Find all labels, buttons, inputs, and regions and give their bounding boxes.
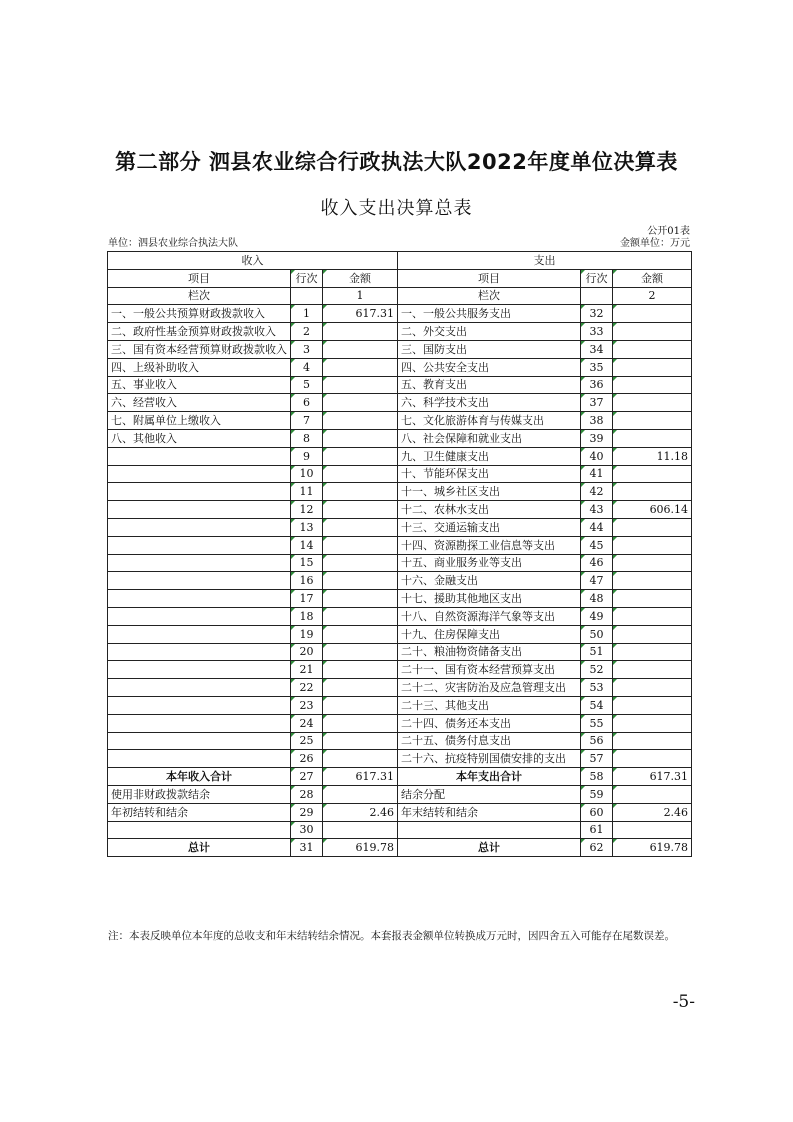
table-row [108, 536, 692, 554]
expense-item: 二十二、灾害防治及应急管理支出 [398, 679, 581, 697]
income-amount [323, 358, 398, 376]
nonfiscal-surplus-amount [323, 785, 398, 803]
year-total-row [108, 768, 692, 786]
expense-amount [613, 518, 692, 536]
income-line: 6 [291, 394, 323, 412]
expense-amount [613, 429, 692, 447]
expense-column-number: 2 [613, 287, 692, 305]
expense-item: 十六、金融支出 [398, 572, 581, 590]
table-row [108, 483, 692, 501]
expense-item: 一、一般公共服务支出 [398, 305, 581, 323]
income-amount [323, 750, 398, 768]
income-line: 1 [291, 305, 323, 323]
blank-expense-item [398, 821, 581, 839]
expense-item: 九、卫生健康支出 [398, 447, 581, 465]
income-line: 14 [291, 536, 323, 554]
closing-balance-line: 60 [581, 803, 613, 821]
page-number: -5- [672, 992, 695, 1012]
blank-expense-line: 61 [581, 821, 613, 839]
income-amount [323, 643, 398, 661]
income-item: 二、政府性基金预算财政拨款收入 [108, 323, 291, 341]
table-row [108, 340, 692, 358]
year-expense-total-line: 58 [581, 768, 613, 786]
expense-line: 35 [581, 358, 613, 376]
expense-item: 二十六、抗疫特别国债安排的支出 [398, 750, 581, 768]
expense-line: 38 [581, 412, 613, 430]
income-line: 12 [291, 501, 323, 519]
income-item: 五、事业收入 [108, 376, 291, 394]
income-line: 18 [291, 607, 323, 625]
expense-amount [613, 696, 692, 714]
income-line: 24 [291, 714, 323, 732]
table-row [108, 590, 692, 608]
income-item [108, 536, 291, 554]
expense-item: 二十四、债务还本支出 [398, 714, 581, 732]
income-amount [323, 412, 398, 430]
table-row [108, 572, 692, 590]
expense-line: 52 [581, 661, 613, 679]
income-item [108, 732, 291, 750]
income-amount [323, 323, 398, 341]
expense-line: 32 [581, 305, 613, 323]
table-row [108, 518, 692, 536]
page-heading: 第二部分 泗县农业综合行政执法大队2022年度单位决算表 [115, 150, 678, 174]
table-row [108, 696, 692, 714]
expense-item: 二十三、其他支出 [398, 696, 581, 714]
expense-line: 34 [581, 340, 613, 358]
table-row [108, 785, 692, 803]
table-row [108, 305, 692, 323]
expense-line: 42 [581, 483, 613, 501]
income-grand-total-amount: 619.78 [323, 839, 398, 857]
expense-amount: 606.14 [613, 501, 692, 519]
nonfiscal-surplus-label: 使用非财政拨款结余 [108, 785, 291, 803]
income-item: 一、一般公共预算财政拨款收入 [108, 305, 291, 323]
expense-item: 七、文化旅游体育与传媒支出 [398, 412, 581, 430]
expense-amount [613, 625, 692, 643]
expense-line-blank [581, 287, 613, 305]
income-amount [323, 376, 398, 394]
table-row [108, 447, 692, 465]
income-item: 四、上级补助收入 [108, 358, 291, 376]
income-amount [323, 590, 398, 608]
expense-line: 45 [581, 536, 613, 554]
expense-amount [613, 554, 692, 572]
expense-line: 36 [581, 376, 613, 394]
expense-amount [613, 340, 692, 358]
income-amount [323, 501, 398, 519]
income-line: 4 [291, 358, 323, 376]
income-amount [323, 429, 398, 447]
expense-item: 十五、商业服务业等支出 [398, 554, 581, 572]
income-amount [323, 518, 398, 536]
income-amount-header: 金额 [323, 269, 398, 287]
income-amount [323, 732, 398, 750]
income-item [108, 447, 291, 465]
income-amount [323, 447, 398, 465]
expense-amount [613, 483, 692, 501]
expense-amount [613, 358, 692, 376]
income-line: 11 [291, 483, 323, 501]
expense-amount [613, 394, 692, 412]
year-income-total-label: 本年收入合计 [108, 768, 291, 786]
expense-line: 39 [581, 429, 613, 447]
surplus-distribution-amount [613, 785, 692, 803]
table-row [108, 714, 692, 732]
amount-unit: 金额单位：万元 [620, 238, 690, 249]
surplus-distribution-label: 结余分配 [398, 785, 581, 803]
budget-table [107, 251, 692, 857]
column-index-row [108, 287, 692, 305]
income-item [108, 625, 291, 643]
expense-line: 49 [581, 607, 613, 625]
expense-amount [613, 305, 692, 323]
expense-item: 二十五、债务付息支出 [398, 732, 581, 750]
income-grand-total-label: 总计 [108, 839, 291, 857]
table-row [108, 465, 692, 483]
income-item [108, 518, 291, 536]
form-number: 公开01表 [647, 226, 690, 237]
table-row [108, 607, 692, 625]
income-item [108, 501, 291, 519]
income-line: 15 [291, 554, 323, 572]
income-amount [323, 696, 398, 714]
table-row [108, 412, 692, 430]
expense-amount: 11.18 [613, 447, 692, 465]
table-row [108, 501, 692, 519]
expense-line: 33 [581, 323, 613, 341]
income-item: 七、附属单位上缴收入 [108, 412, 291, 430]
income-grand-total-line: 31 [291, 839, 323, 857]
income-amount [323, 536, 398, 554]
table-row [108, 661, 692, 679]
blank-income-item [108, 821, 291, 839]
table-row [108, 821, 692, 839]
expense-line: 53 [581, 679, 613, 697]
table-row [108, 358, 692, 376]
table-row [108, 643, 692, 661]
table-row [108, 323, 692, 341]
income-column-label: 栏次 [108, 287, 291, 305]
income-item [108, 714, 291, 732]
income-item [108, 696, 291, 714]
expense-line: 51 [581, 643, 613, 661]
table-row [108, 625, 692, 643]
expense-amount [613, 714, 692, 732]
expense-item: 十七、援助其他地区支出 [398, 590, 581, 608]
expense-item: 六、科学技术支出 [398, 394, 581, 412]
income-item [108, 572, 291, 590]
income-line: 8 [291, 429, 323, 447]
expense-amount [613, 323, 692, 341]
income-line: 17 [291, 590, 323, 608]
expense-amount [613, 572, 692, 590]
income-amount [323, 554, 398, 572]
table-row [108, 750, 692, 768]
expense-grand-total-line: 62 [581, 839, 613, 857]
expense-line: 41 [581, 465, 613, 483]
income-item: 八、其他收入 [108, 429, 291, 447]
expense-item: 二十、粮油物资储备支出 [398, 643, 581, 661]
opening-balance-amount: 2.46 [323, 803, 398, 821]
expense-amount [613, 465, 692, 483]
table-row [108, 679, 692, 697]
column-header-row [108, 269, 692, 287]
income-item: 三、国有资本经营预算财政拨款收入 [108, 340, 291, 358]
expense-column-label: 栏次 [398, 287, 581, 305]
expense-line: 46 [581, 554, 613, 572]
income-line: 5 [291, 376, 323, 394]
income-line: 16 [291, 572, 323, 590]
income-amount [323, 625, 398, 643]
expense-line-header: 行次 [581, 269, 613, 287]
income-item [108, 554, 291, 572]
income-item [108, 750, 291, 768]
blank-expense-amount [613, 821, 692, 839]
opening-balance-line: 29 [291, 803, 323, 821]
grand-total-row [108, 839, 692, 857]
closing-balance-label: 年末结转和结余 [398, 803, 581, 821]
year-income-total-line: 27 [291, 768, 323, 786]
year-expense-total-amount: 617.31 [613, 768, 692, 786]
expense-line: 37 [581, 394, 613, 412]
closing-balance-amount: 2.46 [613, 803, 692, 821]
expense-amount [613, 643, 692, 661]
income-line: 9 [291, 447, 323, 465]
unit-line [108, 234, 690, 249]
table-row [108, 732, 692, 750]
income-item [108, 661, 291, 679]
table-row [108, 803, 692, 821]
expense-line: 40 [581, 447, 613, 465]
income-item-header: 项目 [108, 269, 291, 287]
expense-item: 三、国防支出 [398, 340, 581, 358]
expense-line: 47 [581, 572, 613, 590]
footnote: 注：本表反映单位本年度的总收支和年末结转结余情况。本套报表金额单位转换成万元时，因四舍五入可能存在尾数误差。 [108, 930, 675, 942]
income-line: 19 [291, 625, 323, 643]
income-line: 23 [291, 696, 323, 714]
income-amount [323, 679, 398, 697]
income-item [108, 590, 291, 608]
year-income-total-amount: 617.31 [323, 768, 398, 786]
income-amount [323, 661, 398, 679]
expense-amount [613, 376, 692, 394]
income-amount [323, 394, 398, 412]
year-expense-total-label: 本年支出合计 [398, 768, 581, 786]
table-row [108, 394, 692, 412]
blank-income-amount [323, 821, 398, 839]
table-header-row [108, 252, 692, 270]
expense-grand-total-amount: 619.78 [613, 839, 692, 857]
income-line: 2 [291, 323, 323, 341]
expense-amount [613, 590, 692, 608]
expense-item: 四、公共安全支出 [398, 358, 581, 376]
income-amount [323, 465, 398, 483]
opening-balance-label: 年初结转和结余 [108, 803, 291, 821]
income-line: 25 [291, 732, 323, 750]
expense-line: 48 [581, 590, 613, 608]
expense-line: 43 [581, 501, 613, 519]
nonfiscal-surplus-line: 28 [291, 785, 323, 803]
income-line: 20 [291, 643, 323, 661]
income-item [108, 679, 291, 697]
expense-amount [613, 750, 692, 768]
income-line-blank [291, 287, 323, 305]
expense-item: 二、外交支出 [398, 323, 581, 341]
expense-line: 44 [581, 518, 613, 536]
income-header: 收入 [108, 252, 398, 270]
expense-amount [613, 661, 692, 679]
income-item [108, 465, 291, 483]
expense-amount [613, 732, 692, 750]
income-line: 3 [291, 340, 323, 358]
income-item [108, 483, 291, 501]
expense-item-header: 项目 [398, 269, 581, 287]
expense-item: 十八、自然资源海洋气象等支出 [398, 607, 581, 625]
income-amount: 617.31 [323, 305, 398, 323]
income-amount [323, 714, 398, 732]
income-line: 13 [291, 518, 323, 536]
table-row [108, 376, 692, 394]
expense-amount [613, 412, 692, 430]
income-line: 7 [291, 412, 323, 430]
expense-item: 五、教育支出 [398, 376, 581, 394]
income-item: 六、经营收入 [108, 394, 291, 412]
expense-item: 二十一、国有资本经营预算支出 [398, 661, 581, 679]
income-column-number: 1 [323, 287, 398, 305]
income-line: 10 [291, 465, 323, 483]
income-line-header: 行次 [291, 269, 323, 287]
income-line: 21 [291, 661, 323, 679]
expense-item: 十四、资源勘探工业信息等支出 [398, 536, 581, 554]
expense-line: 55 [581, 714, 613, 732]
expense-item: 十、节能环保支出 [398, 465, 581, 483]
expense-item: 十九、住房保障支出 [398, 625, 581, 643]
income-line: 22 [291, 679, 323, 697]
table-row [108, 554, 692, 572]
expense-item: 十三、交通运输支出 [398, 518, 581, 536]
expense-amount [613, 536, 692, 554]
expense-amount [613, 679, 692, 697]
surplus-distribution-line: 59 [581, 785, 613, 803]
expense-line: 57 [581, 750, 613, 768]
table-title: 收入支出决算总表 [320, 198, 473, 219]
expense-amount [613, 607, 692, 625]
expense-item: 八、社会保障和就业支出 [398, 429, 581, 447]
table-row [108, 429, 692, 447]
expense-item: 十二、农林水支出 [398, 501, 581, 519]
expense-header: 支出 [398, 252, 692, 270]
expense-grand-total-label: 总计 [398, 839, 581, 857]
income-item [108, 607, 291, 625]
income-amount [323, 340, 398, 358]
expense-line: 50 [581, 625, 613, 643]
income-line: 26 [291, 750, 323, 768]
income-item [108, 643, 291, 661]
unit-label: 单位：泗县农业综合执法大队 [108, 238, 238, 249]
expense-item: 十一、城乡社区支出 [398, 483, 581, 501]
blank-income-line: 30 [291, 821, 323, 839]
expense-amount-header: 金额 [613, 269, 692, 287]
income-amount [323, 483, 398, 501]
expense-line: 56 [581, 732, 613, 750]
expense-line: 54 [581, 696, 613, 714]
income-amount [323, 572, 398, 590]
income-amount [323, 607, 398, 625]
